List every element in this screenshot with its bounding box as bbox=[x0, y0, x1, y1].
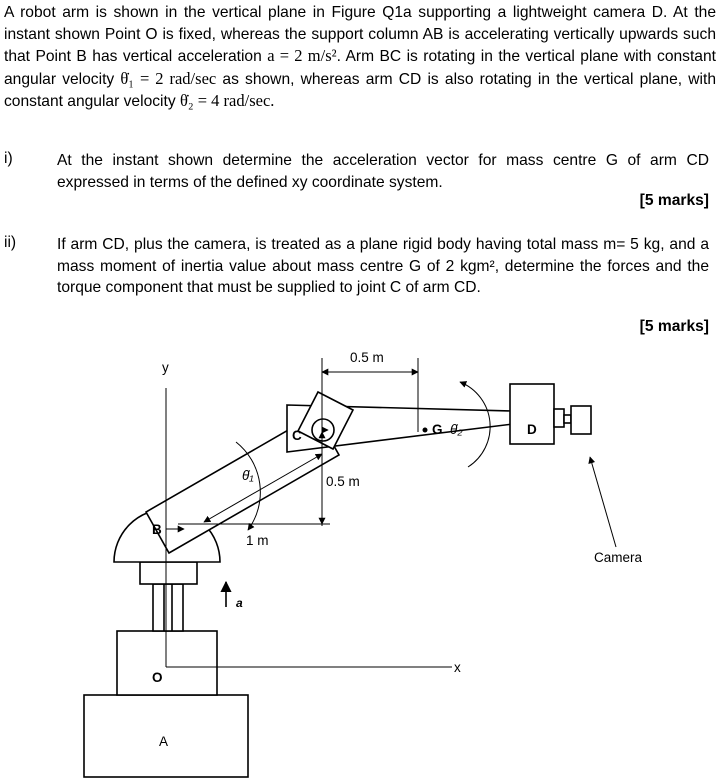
question-1-text: At the instant shown determine the acceleration vector for mass centre G of arm CD expressed in terms of the defined xy coordinate system. bbox=[57, 152, 709, 191]
intro-text-2: . Arm BC is rotating in the vertical plane with constant angular velocity bbox=[4, 48, 716, 88]
dimension-top-label: 0.5 m bbox=[350, 350, 384, 365]
camera-lens bbox=[564, 415, 571, 423]
intro-text-1: A robot arm is shown in the vertical plane in Figure Q1a supporting a lightweight camera D. At the instant shown Point O is fixed, whereas the support column AB is accelerating vertically upwards such that Point B has vertical acceleration bbox=[4, 4, 716, 65]
intro-text-3: as shown, whereas arm CD is also rotating in the vertical plane, with constant angular velocity bbox=[4, 70, 716, 110]
column-sleeve bbox=[153, 584, 183, 631]
y-axis-label: y bbox=[162, 360, 169, 375]
question-1-number: i) bbox=[4, 150, 13, 167]
point-B-label: B bbox=[152, 522, 162, 537]
camera-lens-tip bbox=[571, 406, 591, 434]
point-A-label: A bbox=[159, 734, 169, 749]
theta2-label: θ̇₂ bbox=[450, 422, 463, 437]
camera-label: Camera bbox=[594, 550, 643, 565]
acceleration-equation: a = 2 m/s² bbox=[267, 46, 337, 65]
point-O-label: O bbox=[152, 670, 163, 685]
base-upper-block bbox=[117, 631, 217, 695]
dimension-bc-label: 1 m bbox=[246, 533, 269, 548]
point-G-label: G bbox=[432, 422, 443, 437]
theta1-equation: θ̇₁ = 2 rad/sec bbox=[120, 68, 217, 88]
acceleration-label: a bbox=[236, 596, 243, 610]
point-G-dot bbox=[423, 428, 428, 433]
column-collar bbox=[140, 562, 197, 584]
point-D-label: D bbox=[527, 422, 537, 437]
point-C-label: C bbox=[292, 428, 302, 443]
camera-leader bbox=[590, 457, 616, 547]
question-2-text: If arm CD, plus the camera, is treated as a plane rigid body having total mass m= 5 kg, and a mass moment of inertia value about mass centre G of 2 kgm², determine the forces and the torque component that must be supplied to joint C of arm CD. bbox=[57, 236, 709, 296]
question-2-number: ii) bbox=[4, 234, 17, 251]
theta1-label: θ̇₁ bbox=[242, 468, 254, 483]
dimension-vertical-label: 0.5 m bbox=[326, 474, 360, 489]
question-2-marks: [5 marks] bbox=[639, 318, 709, 335]
x-axis-label: x bbox=[454, 660, 461, 675]
question-1-marks: [5 marks] bbox=[639, 192, 709, 209]
theta2-equation: θ̇₂ = 4 rad/sec. bbox=[179, 91, 275, 110]
camera-lens-mount bbox=[554, 409, 564, 427]
